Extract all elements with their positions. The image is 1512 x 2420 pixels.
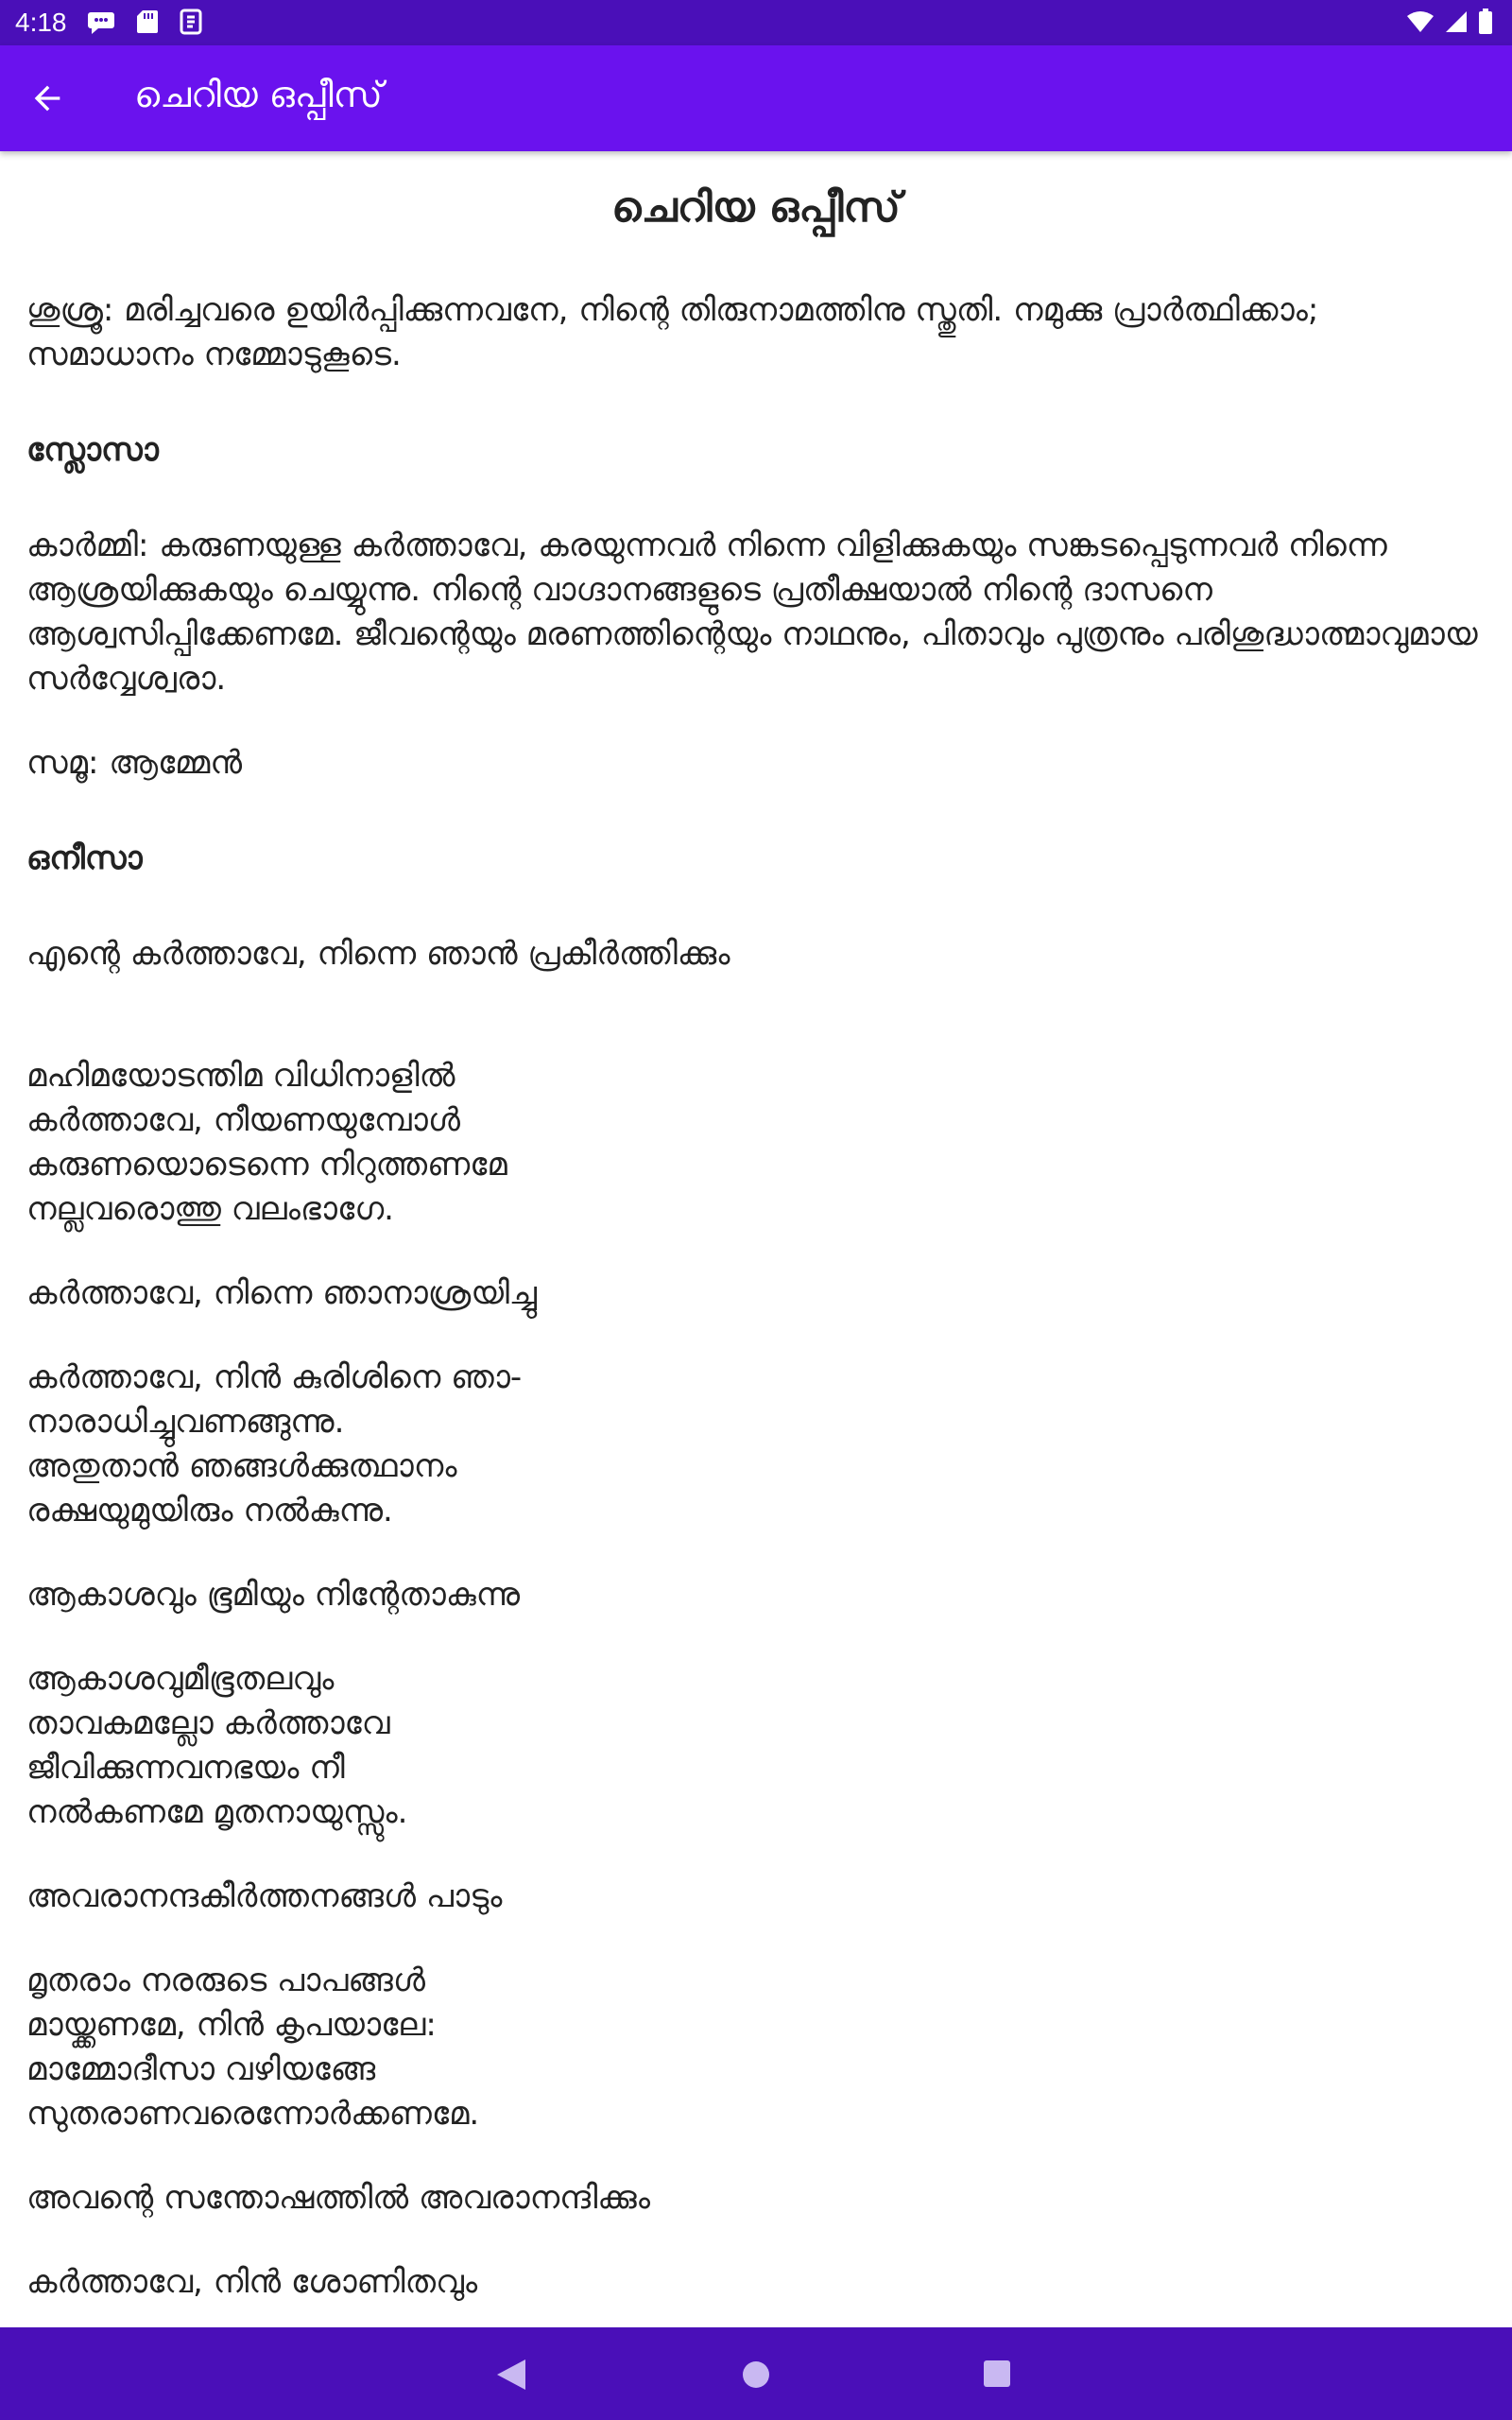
paragraph: എന്റെ കർത്താവേ, നിന്നെ ഞാൻ പ്രകീർത്തിക്കും xyxy=(26,935,730,973)
refrain: ആകാശവും ഭൂമിയും നിന്റേതാകുന്നു xyxy=(26,1576,521,1614)
nav-back-button[interactable] xyxy=(495,2358,527,2395)
app-bar-title: ചെറിയ ഒപ്പീസ് xyxy=(134,74,383,115)
navigation-bar xyxy=(0,2327,1512,2420)
refrain: കർത്താവേ, നിന്നെ ഞാനാശ്രയിച്ചു xyxy=(26,1274,538,1312)
status-time: 4:18 xyxy=(15,8,67,37)
section-heading: സ്ലോസാ xyxy=(26,431,159,469)
content-scroll-area[interactable] xyxy=(0,151,1512,2327)
cell-signal-icon xyxy=(1444,9,1469,38)
stanza: മൃതരാം നരരുടെ പാപങ്ങൾ മായ്ക്കണമേ, നിൻ കൃപയാലേ: മാമ്മോദീസാ വഴിയങ്ങേ സുതരാണവരെന്നോർക്കണമേ. xyxy=(26,1962,480,2133)
refrain: അവരാനന്ദകീർത്തനങ്ങൾ പാടും xyxy=(26,1877,503,1915)
paragraph: ശുശ്രൂ: മരിച്ചവരെ ഉയിർപ്പിക്കുന്നവനേ, നിന്റെ തിരുനാമത്തിനു സ്തുതി. നമുക്കു പ്രാർത്ഥിക്കാം; സമാധാനം നമ്മോടുകൂടെ. xyxy=(26,291,1319,373)
chat-notification-icon xyxy=(87,9,115,39)
status-icons-right xyxy=(1406,9,1493,39)
nav-back-icon xyxy=(495,2358,527,2392)
stanza: കർത്താവേ, നിൻ കുരിശിനെ ഞാ- നാരാധിച്ചുവണങ്ങുന്നു. അതുതാൻ ഞങ്ങൾക്കുത്ഥാനം രക്ഷയുമുയിരും നൽകുന്നു. xyxy=(26,1358,523,1530)
stanza: മഹിമയോടന്തിമ വിധിനാളിൽ കർത്താവേ, നീയണയുമ്പോൾ കരുണയൊടെന്നെ നിറുത്തണമേ നല്ലവരൊത്തു വലംഭാഗേ. xyxy=(26,1057,507,1228)
refrain: അവന്റെ സന്തോഷത്തിൽ അവരാനന്ദിക്കും xyxy=(26,2179,651,2217)
section-heading: ഒനീസാ xyxy=(26,839,143,877)
content-title: ചെറിയ ഒപ്പീസ് xyxy=(611,183,901,232)
status-icons-left xyxy=(87,9,202,39)
status-bar xyxy=(0,0,1512,45)
app-bar xyxy=(0,45,1512,151)
nav-home-button[interactable] xyxy=(741,2360,771,2394)
stanza: കർത്താവേ, നിൻ ശോണിതവും xyxy=(26,2263,478,2301)
paragraph: കാർമ്മി: കരുണയുള്ള കർത്താവേ, കരയുന്നവർ നിന്നെ വിളിക്കുകയും സങ്കടപ്പെടുന്നവർ നിന്നെ ആശ്രയിക്കുകയും ചെയ്യുന്നു. നിന്റെ വാഗ്ദാനങ്ങളുടെ പ്രതീക്ഷയാൽ നിന്റെ ദാസനെ ആശ്വസിപ്പിക്കേണമേ. ജീവന്റെയും മരണത്തിന്റെയും നാഥനും, പിതാവും പുത്രനും പരിശുദ്ധാത്മാവുമായ സർവ്വേശ്വരാ. xyxy=(26,527,1478,698)
battery-icon xyxy=(1478,9,1493,39)
sd-card-icon xyxy=(136,9,159,39)
accessibility-icon xyxy=(180,9,202,39)
wifi-icon xyxy=(1406,9,1435,38)
nav-home-icon xyxy=(741,2360,771,2390)
arrow-back-icon xyxy=(28,79,66,117)
nav-recents-icon xyxy=(983,2360,1011,2388)
stanza: ആകാശവുമീഭൂതലവും താവകമല്ലോ കർത്താവേ ജീവിക്കുന്നവനഭയം നീ നൽകണമേ മൃതനായുസ്സും. xyxy=(26,1660,408,1831)
paragraph: സമൂ: ആമ്മേൻ xyxy=(26,744,243,782)
back-button[interactable] xyxy=(21,72,74,125)
nav-recents-button[interactable] xyxy=(983,2360,1011,2392)
